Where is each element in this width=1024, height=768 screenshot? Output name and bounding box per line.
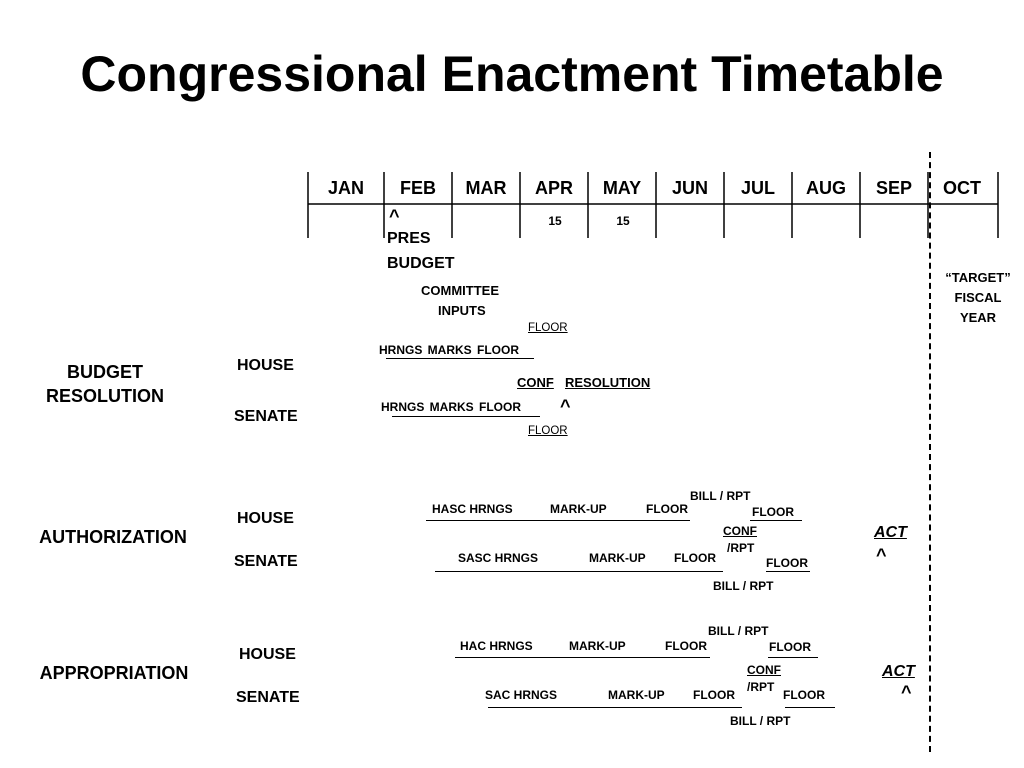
authorization-house-markup: MARK-UP xyxy=(550,502,607,516)
month-header-may: MAY xyxy=(602,178,642,198)
authorization-house-floor: FLOOR xyxy=(646,502,688,516)
budget-house-timeline xyxy=(386,358,534,359)
pres-budget-caret: ^ xyxy=(389,206,400,226)
pres-budget-line1: PRES xyxy=(387,230,431,247)
authorization-house-label: HOUSE xyxy=(237,510,294,527)
appropriation-bill-rpt-top: BILL / RPT xyxy=(708,624,769,638)
appropriation-house-timeline xyxy=(455,657,710,658)
authorization-floor-after-house: FLOOR xyxy=(752,505,794,519)
appropriation-house-floor: FLOOR xyxy=(665,639,707,653)
page-title: Congressional Enactment Timetable xyxy=(80,46,944,102)
budget-floor-bottom: FLOOR xyxy=(528,425,568,437)
authorization-senate-label: SENATE xyxy=(234,553,298,570)
budget-conf-label: CONF xyxy=(517,375,554,390)
authorization-senate-hrngs: SASC HRNGS xyxy=(458,551,539,565)
may-15-marker: 15 xyxy=(616,214,630,228)
budget-floor-top: FLOOR xyxy=(528,322,568,334)
appropriation-senate-hrngs: SAC HRNGS xyxy=(485,688,558,702)
budget-house-label: HOUSE xyxy=(237,357,294,374)
appropriation-senate-markup: MARK-UP xyxy=(608,688,665,702)
budget-senate-label: SENATE xyxy=(234,408,298,425)
authorization-senate-floor-line xyxy=(766,571,810,572)
appropriation-house-floor-line xyxy=(768,657,818,658)
appropriation-act-caret: ^ xyxy=(901,682,912,702)
apr-15-marker: 15 xyxy=(548,214,562,228)
month-header-feb: FEB xyxy=(400,178,436,198)
committee-inputs-line2: INPUTS xyxy=(438,303,486,318)
authorization-floor-after-senate: FLOOR xyxy=(766,556,808,570)
month-header-oct: OCT xyxy=(943,178,981,198)
month-header-aug: AUG xyxy=(806,178,846,198)
budget-senate-timeline xyxy=(392,416,540,417)
fiscal-year-boundary-line xyxy=(929,152,931,752)
authorization-conf: CONF xyxy=(723,524,757,538)
authorization-senate-markup: MARK-UP xyxy=(589,551,646,565)
authorization-label: AUTHORIZATION xyxy=(39,527,187,547)
target-fiscal-year-line1: “TARGET” xyxy=(945,270,1011,285)
month-header-sep: SEP xyxy=(875,178,913,198)
authorization-act: ACT xyxy=(874,524,907,541)
appropriation-senate-floor: FLOOR xyxy=(693,688,735,702)
committee-inputs-line1: COMMITTEE xyxy=(421,283,499,298)
pres-budget-line2: BUDGET xyxy=(387,255,455,272)
budget-resolution-label-line2: RESOLUTION xyxy=(45,386,164,406)
authorization-senate-timeline xyxy=(435,571,723,572)
budget-caret: ^ xyxy=(560,396,571,416)
appropriation-conf: CONF xyxy=(747,663,781,677)
appropriation-house-hrngs: HAC HRNGS xyxy=(460,639,533,653)
appropriation-floor-after-senate: FLOOR xyxy=(783,688,825,702)
budget-resolution-label-line1: BUDGET xyxy=(67,362,143,382)
authorization-bill-rpt-bottom: BILL / RPT xyxy=(713,579,774,593)
authorization-bill-rpt-top: BILL / RPT xyxy=(690,489,751,503)
appropriation-senate-label: SENATE xyxy=(236,689,300,706)
budget-resolution-step: RESOLUTION xyxy=(565,375,651,390)
month-header-apr: APR xyxy=(534,178,573,198)
month-header-jan: JAN xyxy=(327,178,364,198)
appropriation-floor-after-house: FLOOR xyxy=(769,640,811,654)
appropriation-house-label: HOUSE xyxy=(239,646,296,663)
budget-senate-steps: HRNGS MARKS FLOOR xyxy=(381,400,521,414)
authorization-senate-floor: FLOOR xyxy=(674,551,716,565)
budget-house-steps: HRNGS MARKS FLOOR xyxy=(379,343,519,357)
appropriation-label: APPROPRIATION xyxy=(39,663,189,683)
authorization-house-timeline xyxy=(426,520,690,521)
appropriation-rpt: /RPT xyxy=(747,680,775,694)
appropriation-act: ACT xyxy=(882,663,915,680)
month-header-jul: JUL xyxy=(740,178,775,198)
authorization-act-caret: ^ xyxy=(876,545,887,565)
appropriation-house-markup: MARK-UP xyxy=(569,639,626,653)
month-header-mar: MAR xyxy=(465,178,507,198)
authorization-rpt: /RPT xyxy=(727,541,755,555)
target-fiscal-year-line2: FISCAL xyxy=(954,290,1002,305)
appropriation-senate-timeline xyxy=(488,707,742,708)
appropriation-senate-floor-line xyxy=(785,707,835,708)
appropriation-bill-rpt-bottom: BILL / RPT xyxy=(730,714,791,728)
month-header-jun: JUN xyxy=(671,178,708,198)
authorization-house-floor-line xyxy=(750,520,802,521)
target-fiscal-year-line3: YEAR xyxy=(959,310,997,325)
authorization-house-hrngs: HASC HRNGS xyxy=(432,502,513,516)
